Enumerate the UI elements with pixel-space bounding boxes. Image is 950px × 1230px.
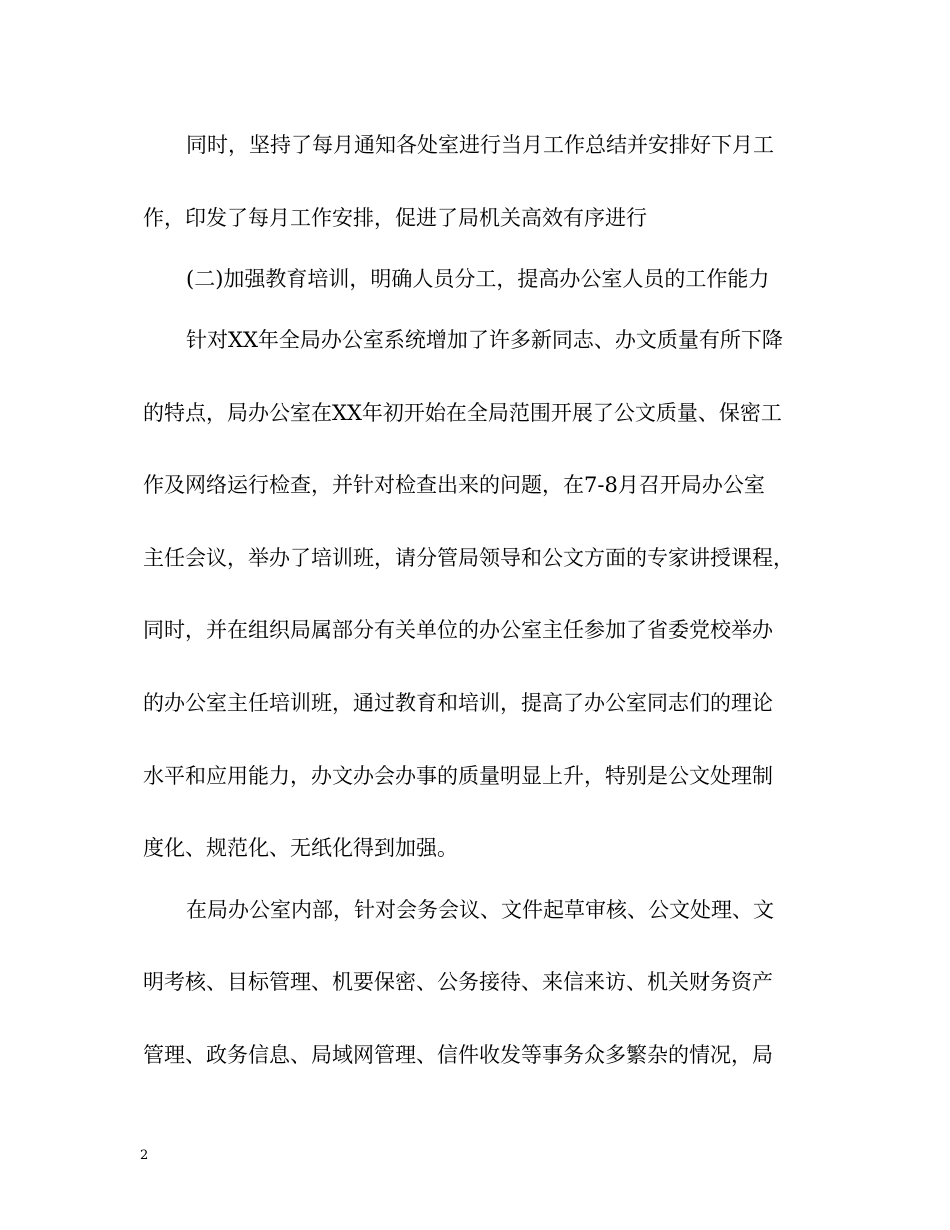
paragraph-line: 明考核、目标管理、机要保密、公务接待、来信来访、机关财务资产 — [143, 970, 773, 994]
paragraph-line: 在局办公室内部，针对会务会议、文件起草审核、公文处理、文 — [186, 898, 774, 922]
paragraph-line: 的特点，局办公室在XX年初开始在全局范围开展了公文质量、保密工 — [143, 401, 782, 425]
paragraph-line: 针对XX年全局办公室系统增加了许多新同志、办文质量有所下降 — [186, 328, 783, 352]
paragraph-line: 管理、政务信息、局域网管理、信件收发等事务众多繁杂的情况，局 — [143, 1043, 773, 1067]
paragraph-line: 同时，坚持了每月通知各处室进行当月工作总结并安排好下月工 — [186, 133, 774, 157]
paragraph-line: 度化、规范化、无纸化得到加强。 — [143, 836, 458, 860]
page-number: 2 — [140, 1148, 149, 1163]
section-heading: (二)加强教育培训，明确人员分工，提高办公室人员的工作能力 — [186, 267, 770, 291]
paragraph-line: 的办公室主任培训班，通过教育和培训，提高了办公室同志们的理论 — [143, 691, 773, 715]
paragraph-line: 水平和应用能力，办文办会办事的质量明显上升，特别是公文处理制 — [143, 764, 773, 788]
paragraph-line: 作，印发了每月工作安排，促进了局机关高效有序进行 — [143, 206, 647, 230]
paragraph-line: 主任会议，举办了培训班，请分管局领导和公文方面的专家讲授课程， — [143, 546, 794, 570]
paragraph-line: 作及网络运行检查，并针对检查出来的问题，在7-8月召开局办公室 — [143, 473, 765, 497]
paragraph-line: 同时，并在组织局属部分有关单位的办公室主任参加了省委党校举办 — [143, 618, 773, 642]
